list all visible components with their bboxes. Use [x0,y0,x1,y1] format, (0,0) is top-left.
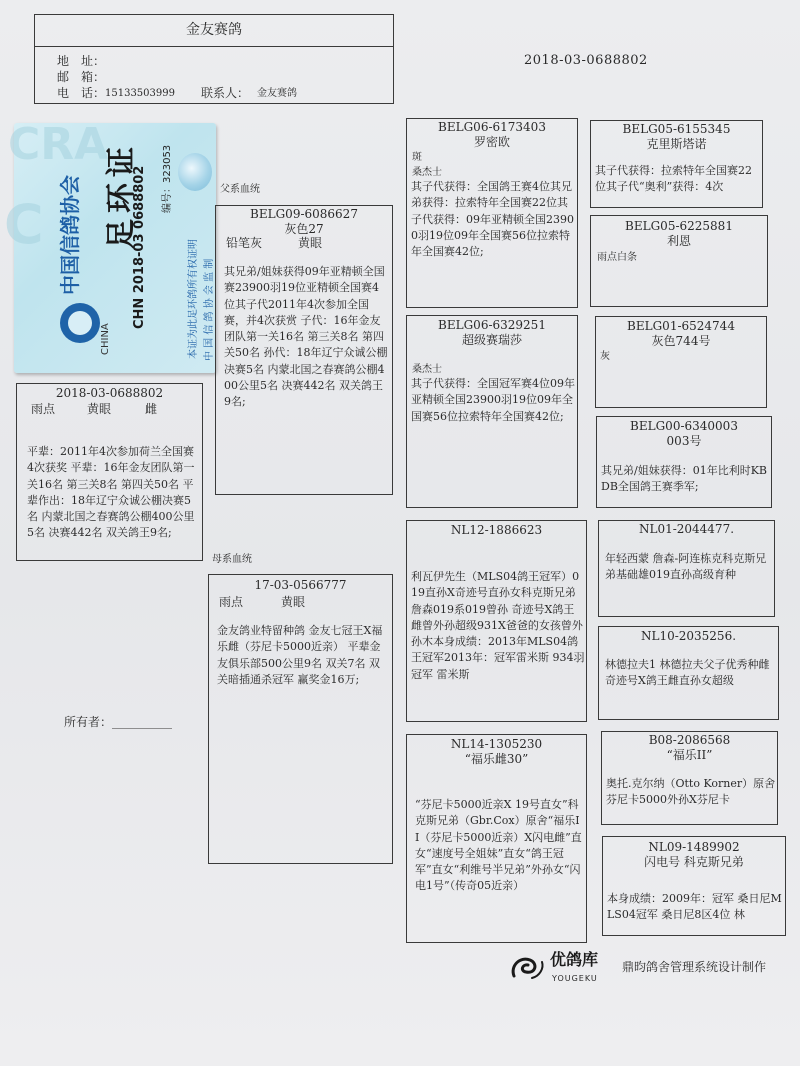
postcode-label: 邮 箱： [57,70,106,84]
card-ring: CHN 2018-03 0688802 [132,165,147,329]
sss-box [590,120,763,208]
card-issuer: 中 国 信 鸽 协 会 监 制 [204,258,215,361]
sds-color: 灰 [600,351,610,362]
card-org: 中国信鸽协会 [58,175,82,295]
dam-ring: 17-03-0566777 [254,578,347,592]
contact-label: 联系人： [201,86,250,100]
ss-color: 斑 [412,152,422,163]
ssd-name: 利恩 [666,234,691,248]
sire-name: 灰色27 [284,222,324,236]
card-watermark: C [4,193,44,256]
ssd-ring: BELG05-6225881 [625,219,733,233]
brand-footer [508,948,788,988]
sire-eye: 黄眼 [298,236,323,250]
sds-name: 灰色744号 [651,334,711,348]
sire-box [215,205,393,495]
sire-color: 铅笔灰 [226,236,263,250]
subject-ring: 2018-03-0688802 [55,386,164,400]
card-country: CHINA [100,323,111,355]
dsd-box [598,626,779,720]
sd-ring: BELG06-6329251 [438,318,546,332]
card-serial: 编号：323053 [162,144,173,213]
brand-latin: YOUGEKU [552,974,598,983]
sire-dam-box [406,315,578,508]
dss-text: 年轻西蒙 詹森-阿连栋克科克斯兄弟基础雄019直孙高级育种 [605,552,767,582]
sire-section-label: 父系血统 [220,184,260,195]
ds-text: 利瓦伊先生（MLS04鸽王冠军）019直孙X奇迹号直孙女科克斯兄弟 詹森019系019曾孙 奇迹号X鸽王雌曾外孙超级931X爸爸的女孩曾外孙木本身成绩：2013年MLS04鸽王冠军2013年：冠军雷米斯 934羽 冠军 雷米斯 [411,570,585,681]
sire-ring: BELG09-6086627 [250,207,358,221]
ddd-box [602,836,786,936]
ss-name: 罗密欧 [473,135,510,149]
ring-number-top: 2018-03-0688802 [524,53,648,68]
ddd-ring: NL09-1489902 [648,840,740,854]
sdd-box [596,416,772,508]
subject-eye: 黄眼 [87,402,112,416]
dam-sire-box [406,520,587,722]
sire-text: 其兄弟/姐妹获得09年亚精顿全国赛23900羽19位亚精顿全国赛4位其子代2011年4次参加全国赛，并4次获赏 子代：16年金友团队第一关16名 第三关8名 第四关50名 孙代：18年辽宁众诚公棚决赛5名 内蒙北国之春赛鸽公棚400公里5名 决赛442名 双关鸽王9名; [224,265,388,409]
sd-text: 其子代获得：全国冠军赛4位09年亚精顿全国23900羽19位09年全国赛56位拉索特年全国赛42位; [411,377,575,423]
card-watermark: CRA [8,119,109,170]
brand-logo-icon [508,952,546,982]
ss-text: 其子代获得：全国鸽王赛4位其兄弟获得：拉索特年全国赛22位其子代获得：09年亚精顿全国23900羽19位09年全国赛56位拉索特年全国赛42位; [411,180,574,259]
dsd-text: 林德拉夫1 林德拉夫父子优秀种雌奇迹号X鸽王雌直孙女超级 [605,658,770,688]
sd-name: 超级赛瑞莎 [461,333,522,347]
sdd-name: 003号 [666,434,702,448]
dds-text: 奥托.克尔纳（Otto Korner）原舍芬尼卡5000外孙X芬尼卡 [606,777,776,807]
sds-box [595,316,767,408]
dam-section-label: 母系血统 [212,554,252,565]
dam-dam-box [406,734,587,943]
header-divider [35,46,393,47]
loft-name: 金友赛鸽 [186,22,242,38]
owner-value: __________ [112,715,172,729]
ssd-color: 雨点白条 [597,252,637,263]
dss-box [598,520,775,617]
subject-text: 平辈：2011年4次参加荷兰全国赛 4次获奖 平辈：16年金友团队第一关16名 第三关8名 第四关50名 平辈作出：18年辽宁众诚公棚决赛5名 内蒙北国之春赛鸽公棚400公里5名 决赛442名 双关鸽王9名; [27,445,195,540]
sss-name: 克里斯塔诺 [646,137,707,151]
ssd-box [590,215,768,307]
dd-ring: NL14-1305230 [450,737,543,751]
dd-text: “芬尼卡5000近亲X 19号直女”科克斯兄弟（Gbr.Cox）原舍“福乐II（芬尼卡5000近亲）X闪电雌”直女“速度号全姐妹”直女“鸽王冠军”直女“利维号半兄弟”外孙女“闪电1号”（传奇05近亲） [415,798,582,893]
card-note: 本证为此足环鸽所有权证明 [188,239,199,359]
sdd-ring: BELG00-6340003 [630,419,738,433]
contact-value: 金友赛鸽 [257,88,297,99]
dsd-ring: NL10-2035256. [640,629,737,643]
subject-color: 雨点 [31,402,56,416]
sss-text: 其子代获得：拉索特年全国赛22位其子代“奥利”获得：4次 [595,164,752,194]
ds-ring: NL12-1886623 [450,523,543,537]
hologram-seal [178,153,212,191]
ss-ring: BELG06-6173403 [438,120,546,134]
sire-sire-box [406,118,578,308]
sss-ring: BELG05-6155345 [622,122,731,136]
dam-text: 金友鸽业特留种鸽 金友七冠王X福乐雌（芬尼卡5000近亲） 平辈金友俱乐部500公里9名 双关7名 双关暗插通杀冠军 赢奖金16万; [217,624,383,686]
dam-box [208,574,393,864]
sd-breeder: 桑杰士 [412,364,442,375]
ss-breeder: 桑杰士 [412,167,442,178]
brand-tagline: 鼎昀鸽舍管理系统设计制作 [622,960,767,974]
subject-box [16,383,203,561]
ring-certificate-card [4,119,216,373]
header-box [34,14,394,104]
dds-name: “福乐II” [666,748,713,762]
sdd-text: 其兄弟/姐妹获得：01年比利时KBDB全国鸽王赛季军; [601,464,768,494]
subject-sex: 雌 [145,402,158,416]
phone-value: 15133503999 [105,88,175,99]
ddd-text: 本身成绩：2009年：冠军 桑日尼MLS04冠军 桑日尼8区4位 林 [607,892,782,922]
phone-label: 电 话： [57,86,106,100]
dds-ring: B08-2086568 [648,733,731,747]
dds-box [601,731,778,825]
owner-label: 所有者： [64,715,113,729]
ddd-name: 闪电号 科克斯兄弟 [644,855,744,869]
brand-name: 优鸽库 [550,950,599,969]
dss-ring: NL01-2044477. [638,522,735,536]
sds-ring: BELG01-6524744 [627,319,735,333]
dam-color: 雨点 [219,595,244,609]
dam-eye: 黄眼 [281,595,306,609]
dd-name: “福乐雌30” [464,752,529,766]
card-title: 足环证 [104,141,139,249]
association-logo [60,303,100,343]
address-label: 地 址： [57,54,106,68]
